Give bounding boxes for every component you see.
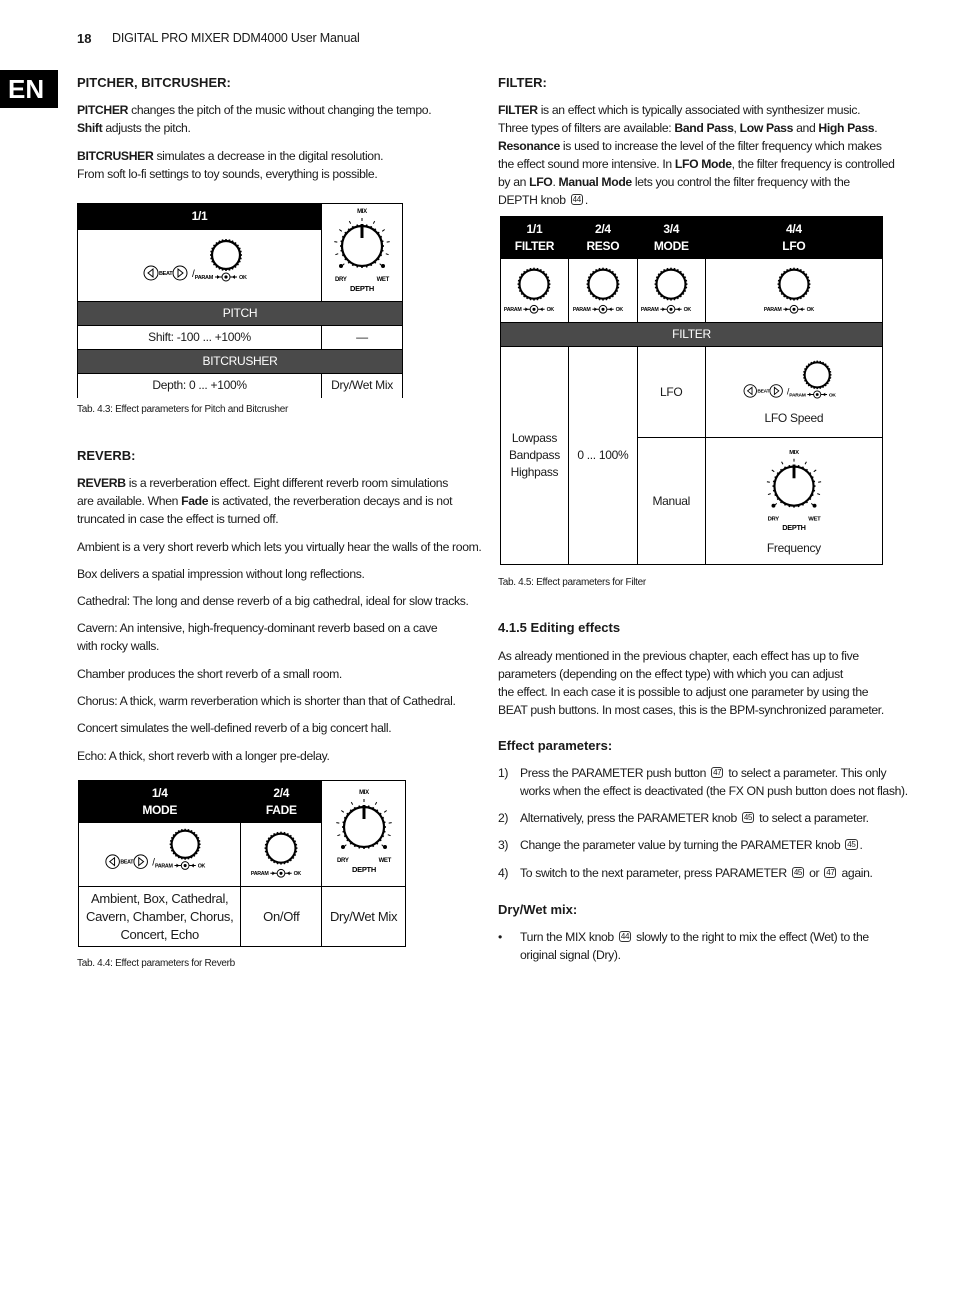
reference-number: 44 [572,195,581,204]
pitcher-paragraph: PITCHER changes the pitch of the music without changing the tempo. Shift adjusts the pitch. [77,103,432,135]
svg-text:/: / [191,268,195,280]
reso-range: 0 ... 100% [568,347,637,565]
param-knob-cell [241,823,322,887]
frequency-label: Frequency [766,541,821,555]
svg-text:BEAT: BEAT [158,270,172,277]
svg-text:PARAM: PARAM [251,871,269,878]
bitcrusher-range: Depth: 0 ... +100% [78,374,322,398]
table-header-cell: 2/4 FADE [241,781,322,823]
svg-text:PARAM: PARAM [154,863,173,870]
svg-text:PARAM: PARAM [194,274,213,281]
param-knob-cell [637,259,705,323]
reference-number: 45 [793,868,803,877]
svg-text:OK: OK [197,863,205,870]
svg-text:WET: WET [378,858,391,864]
svg-text:WET: WET [376,277,390,283]
effect-parameters-heading: Effect parameters: [498,738,613,753]
svg-text:WET: WET [808,516,821,523]
reverb-box: Box delivers a spatial impression without long reflections. [77,567,365,581]
reverb-mode-values: Ambient, Box, Cathedral, Cavern, Chamber, Chorus, Concert, Echo [79,887,241,947]
pitch-range: Shift: -100 ... +100% [78,326,322,350]
filter-heading: FILTER: [498,75,547,90]
table-header-cell: 3/4 MODE [637,217,705,259]
list-item: • Turn the MIX knob 44 slowly to the right to mix the effect (Wet) to the original signal (Dry). [498,930,869,962]
reverb-cavern: Cavern: An intensive, high-frequency-dominant reverb based on a cave with rocky walls. [77,621,438,653]
reverb-cathedral: Cathedral: The long and dense reverb of a big cathedral, ideal for slow tracks. [77,594,469,608]
svg-text:DEPTH: DEPTH [782,523,806,533]
svg-text:OK: OK [828,393,836,399]
param-knob-icon [573,259,633,317]
table-caption: Tab. 4.5: Effect parameters for Filter [498,577,646,588]
table-header-cell: 2/4 RESO [568,217,637,259]
filter-section-label: FILTER [501,323,883,347]
reverb-paragraph: REVERB is a reverberation effect. Eight different reverb room simulations are available. When Fade is activated, the reverberation decays and is not truncated in case the effect is turned off. [77,476,453,526]
table-header-cell: 1/1 FILTER [501,217,569,259]
svg-text:OK: OK [293,871,302,878]
filter-paragraph: FILTER is an effect which is typically associated with synthesizer music. Three types of filters are available: Band Pass, Low Pass and High Pass. Resonance is used to increase the level of the filter frequency which makes the effect sound more intensive. In LFO Mode, the filter frequency is controlled by an LFO. Manual Mode lets you control the filter frequency with the DEPTH knob 44 . [498,103,895,207]
svg-text:DEPTH: DEPTH [351,865,376,874]
beat-param-cell [79,823,241,887]
svg-text:DRY: DRY [335,277,347,283]
bitcrusher-section-label: BITCRUSHER [78,350,403,374]
table-caption: Tab. 4.3: Effect parameters for Pitch and Bitcrusher [77,404,288,415]
param-knob-cell [705,259,882,323]
bitcrusher-paragraph: BITCRUSHER simulates a decrease in the digital resolution. From soft lo-fi settings to toy sounds, everything is possible. [77,149,384,181]
reverb-chorus: Chorus: A thick, warm reverberation which is shorter than that of Cathedral. [77,694,456,708]
svg-text:PARAM: PARAM [572,307,591,314]
table-caption: Tab. 4.4: Effect parameters for Reverb [77,958,235,969]
reverb-table [78,780,406,947]
reference-number: 47 [826,868,835,877]
lfo-speed-cell [705,347,882,438]
param-knob-cell [501,259,569,323]
pitch-mix: — [322,326,403,350]
step-list [498,764,908,882]
frequency-cell [705,438,882,565]
reverb-concert: Concert simulates the well-defined reverb of a big concert hall. [77,721,392,735]
pitch-section-label: PITCH [78,302,403,326]
drywet-heading: Dry/Wet mix: [498,902,578,917]
list-item: 3) Change the parameter value by turning the PARAMETER knob 45 . [498,838,863,852]
svg-text:OK: OK [238,274,247,281]
mode-lfo: LFO [637,347,705,438]
param-knob-icon [251,823,311,881]
svg-text:MIX: MIX [358,790,369,796]
svg-text:DRY: DRY [336,858,349,864]
reverb-fade-values: On/Off [241,887,322,947]
beat-param-cell [78,229,322,301]
param-knob-cell [568,259,637,323]
list-item: 4) To switch to the next parameter, press PARAMETER 45 or 47 again. [498,866,873,880]
reference-number: 44 [620,932,630,941]
svg-text:/: / [151,857,155,869]
mix-knob-icon [327,204,397,296]
mode-manual: Manual [637,438,705,565]
svg-text:OK: OK [615,307,623,314]
filter-types: Lowpass Bandpass Highpass [501,347,569,565]
svg-text:OK: OK [683,307,692,314]
svg-text:PARAM: PARAM [504,307,522,314]
lfo-speed-label: LFO Speed [764,411,824,425]
bitcrusher-mix: Dry/Wet Mix [322,374,403,398]
svg-text:MIX: MIX [789,449,799,456]
param-knob-icon [504,259,564,317]
beat-param-knob-icon [734,357,854,407]
reverb-heading: REVERB: [77,448,136,463]
bullet-list [498,928,908,964]
svg-text:DEPTH: DEPTH [350,284,374,293]
reference-number: 45 [847,840,856,849]
pitcher-heading: PITCHER, BITCRUSHER: [77,75,231,90]
svg-text:MIX: MIX [357,209,367,215]
mix-knob-cell [322,204,403,302]
param-knob-icon [641,259,701,317]
editing-heading: 4.1.5 Editing effects [498,620,621,635]
list-item: 2) Alternatively, press the PARAMETER knob 45 to select a parameter. [498,811,869,825]
table-header-cell: 1/4 MODE [79,781,241,823]
page-number: 18 [77,31,92,46]
reference-number: 45 [743,813,753,822]
param-knob-icon [764,259,824,317]
pitch-bitcrusher-table [77,203,403,398]
list-item: 1) Press the PARAMETER push button 47 to select a parameter. This only works when the effect is deactivated (the FX ON push button does not flash). [498,766,908,798]
table-header-cell: 1/1 [78,204,322,230]
document-title: DIGITAL PRO MIXER DDM4000 User Manual [112,31,360,45]
svg-text:/: / [786,386,789,397]
svg-text:PARAM: PARAM [763,307,782,314]
reverb-mix-values: Dry/Wet Mix [322,887,406,947]
reference-number: 47 [713,768,722,777]
reverb-chamber: Chamber produces the short reverb of a small room. [77,667,342,681]
svg-text:BEAT: BEAT [757,389,770,395]
reverb-ambient: Ambient is a very short reverb which lets you virtually hear the walls of the room. [77,540,482,554]
svg-text:PARAM: PARAM [641,307,659,314]
reverb-echo: Echo: A thick, short reverb with a longer pre-delay. [77,749,330,763]
table-header-cell: 4/4 LFO [705,217,882,259]
svg-text:PARAM: PARAM [789,393,806,399]
mix-knob-icon [759,445,829,535]
mix-knob-icon [329,782,399,880]
svg-text:OK: OK [547,307,555,314]
editing-paragraph: As already mentioned in the previous chapter, each effect has up to five parameters (depending on the effect type) with which you can adjust the effect. In each case it is possible to adjust one parameter by using the BEAT push buttons. In most cases, this is the BPM-synchronized parameter. [498,649,884,717]
beat-param-knob-icon [140,233,260,293]
language-tab: EN [0,70,58,108]
mix-knob-cell [322,781,406,887]
filter-table [500,216,883,565]
svg-text:OK: OK [806,307,814,314]
beat-param-knob-icon [100,823,220,881]
svg-text:DRY: DRY [767,516,779,523]
svg-text:BEAT: BEAT [120,859,133,866]
